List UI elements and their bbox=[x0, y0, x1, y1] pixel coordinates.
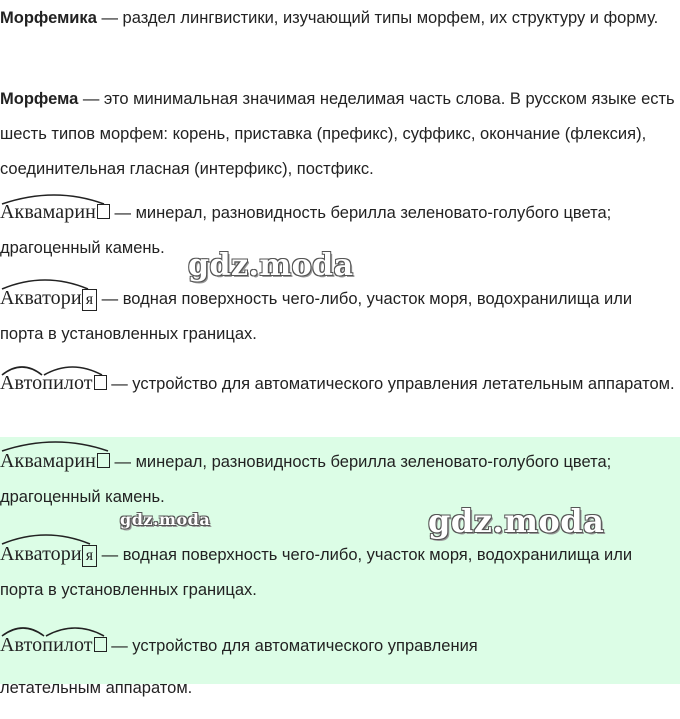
term-morphemics: Морфемика bbox=[0, 9, 97, 27]
watermark: gdz.moda bbox=[120, 510, 211, 529]
entry-definition: — водная поверхность чего-либо, участок моря, водохранилища или порта в установленных границах. bbox=[0, 290, 633, 343]
term-morpheme: Морфема bbox=[0, 90, 79, 108]
entry-word: Аквамарин bbox=[0, 201, 96, 223]
entry-aquatoria-answer bbox=[0, 537, 676, 608]
entry-autopilot-answer bbox=[0, 628, 676, 664]
morpheme-definition bbox=[0, 82, 676, 187]
entry-word: Аквамарин bbox=[0, 450, 96, 472]
entry-aquatoria bbox=[0, 281, 676, 352]
entry-definition: — водная поверхность чего-либо, участок моря, водохранилища или порта в установленных границах. bbox=[0, 546, 633, 599]
zero-ending-box bbox=[94, 637, 107, 652]
morpheme-text: — это минимальная значимая неделимая часть слова. В русском языке есть шесть типов морфем: корень, приставка (префикс), суффикс, окончание (флексия), соединительная гласная (интерфикс), постфикс. bbox=[0, 90, 675, 178]
zero-ending-box bbox=[94, 375, 107, 390]
entry-definition: — устройство для автоматического управления летательным аппаратом. bbox=[106, 375, 675, 393]
watermark: gdz.moda bbox=[188, 248, 354, 283]
entry-autopilot bbox=[0, 366, 676, 402]
entry-word: Автопилот bbox=[0, 372, 93, 394]
entry-word: Акватори bbox=[0, 543, 82, 565]
cut-off-line bbox=[0, 670, 680, 697]
entry-word: Акватори bbox=[0, 287, 82, 309]
zero-ending-box bbox=[97, 453, 110, 468]
morphemics-text: — раздел лингвистики, изучающий типы морфем, их структуру и форму. bbox=[96, 9, 659, 27]
entry-definition: — устройство для автоматического управления bbox=[106, 637, 478, 655]
ending-box: я bbox=[82, 289, 97, 311]
morphemics-definition bbox=[0, 1, 676, 36]
zero-ending-box bbox=[97, 204, 110, 219]
entry-word: Автопилот bbox=[0, 634, 93, 656]
entry-definition: — минерал, разновидность берилла зеленовато-голубого цвета; драгоценный камень. bbox=[0, 204, 612, 257]
watermark: gdz.moda bbox=[428, 502, 605, 540]
cut-off-text: летательным аппаратом. bbox=[0, 679, 193, 697]
entry-definition: — минерал, разновидность берилла зеленовато-голубого цвета; драгоценный камень. bbox=[0, 453, 612, 506]
ending-box: я bbox=[82, 545, 97, 567]
